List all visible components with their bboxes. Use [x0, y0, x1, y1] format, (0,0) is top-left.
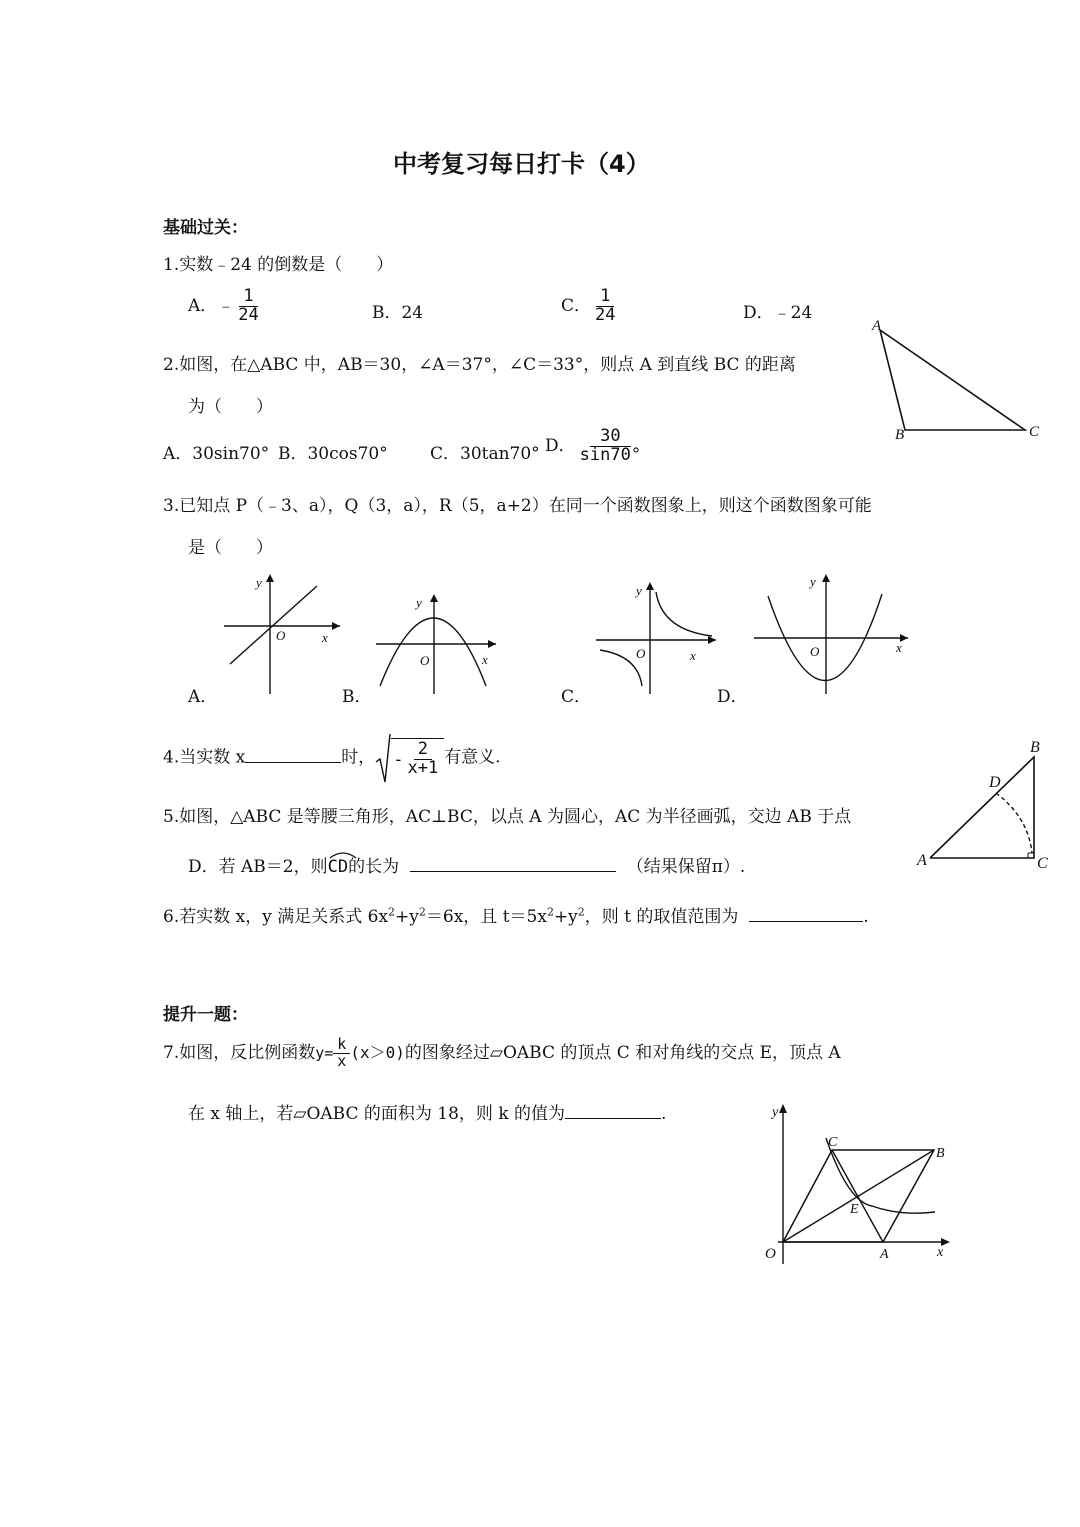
- fraction: [576, 428, 645, 465]
- q1-option-a: [188, 288, 263, 325]
- q3-label-b: B．: [342, 687, 372, 707]
- fraction: [234, 288, 262, 325]
- q1-option-b: B．24: [372, 303, 424, 323]
- q5-suffix: （结果保留π）.: [626, 857, 746, 877]
- radical-sign: [375, 732, 391, 784]
- origin-label: O: [810, 644, 820, 659]
- x-axis-label: x: [322, 630, 328, 645]
- q2-stem-cont: 为（ ）: [188, 397, 273, 417]
- answer-blank[interactable]: [410, 871, 616, 872]
- fraction: [403, 741, 442, 778]
- q5-triangle-figure: [912, 735, 1062, 875]
- y-axis-label: y: [636, 583, 642, 598]
- denominator: 24: [595, 304, 616, 325]
- x-axis-label: x: [482, 652, 488, 667]
- superscript: 2: [546, 905, 554, 919]
- y-axis-label: y: [810, 574, 816, 589]
- q2-stem: 2.如图，在△ABC 中，AB＝30，∠A＝37°，∠C＝33°，则点 A 到直线 BC 的距离: [163, 355, 796, 375]
- x-axis-label: x: [896, 640, 902, 655]
- section-advanced: 提升一题：: [163, 1005, 248, 1025]
- q3-stem: 3.已知点 P（﹣3、a），Q（3，a），R（5，a+2）在同一个函数图象上，则这个函数图象可能: [163, 496, 872, 516]
- q7-line2: [188, 1099, 666, 1124]
- function-lhs: y=: [315, 1043, 334, 1062]
- vertex-b-label: B: [1030, 739, 1040, 756]
- y-axis-label: y: [416, 595, 422, 610]
- option-label: D．: [545, 435, 576, 456]
- q6-end: .: [863, 907, 869, 927]
- x-axis-label: x: [690, 648, 696, 663]
- vertex-c-label: C: [828, 1135, 838, 1150]
- fraction: [591, 288, 619, 325]
- q3-graph-c: [594, 578, 719, 695]
- q1-option-d: D．﹣24: [743, 303, 813, 323]
- arc-mark: [328, 851, 358, 859]
- denominator: sin70°: [579, 444, 642, 465]
- vertex-a-label: A: [880, 1247, 889, 1262]
- q6-part: +y: [553, 907, 578, 927]
- vertex-c-label: C: [1037, 855, 1048, 872]
- numerator: 30: [590, 428, 630, 447]
- q5-line2: [188, 852, 745, 877]
- q3-graph-a: [222, 570, 342, 695]
- sqrt-expression: [375, 732, 444, 784]
- q4-mid: 时，: [341, 747, 376, 768]
- q5-prefix: D．若 AB＝2，则: [188, 857, 328, 877]
- arc-label: CD: [327, 857, 349, 877]
- page-title: 中考复习每日打卡（4）: [393, 150, 650, 178]
- fraction: [333, 1037, 350, 1070]
- superscript: 2: [388, 905, 396, 919]
- radicand: [391, 738, 444, 778]
- q3-graph-b: [374, 590, 499, 695]
- y-axis-label: y: [256, 575, 262, 590]
- q2-triangle-figure: [860, 315, 1050, 445]
- origin-label: O: [765, 1246, 776, 1262]
- denominator: 24: [238, 304, 259, 325]
- option-label: A．: [188, 295, 218, 316]
- vertex-b-label: B: [895, 427, 905, 443]
- point-e-label: E: [850, 1202, 859, 1217]
- q5-line1: 5.如图，△ABC 是等腰三角形，AC⊥BC，以点 A 为圆心，AC 为半径画弧，交边 AB 于点: [163, 807, 852, 827]
- q3-stem-cont: 是（ ）: [188, 538, 273, 558]
- q3-label-c: C．: [561, 687, 592, 707]
- q3-label-a: A．: [188, 687, 218, 707]
- vertex-c-label: C: [1029, 424, 1040, 440]
- q4-suffix: 有意义.: [444, 747, 501, 768]
- answer-blank[interactable]: [565, 1118, 661, 1119]
- minus-sign: ﹣: [217, 295, 235, 316]
- q6-part: 6.若实数 x，y 满足关系式 6x: [163, 907, 389, 927]
- denominator: x: [337, 1051, 347, 1070]
- arc-cd: [328, 857, 348, 877]
- q2-option-a: A．30sin70°: [163, 444, 270, 464]
- q6-text: [163, 902, 869, 927]
- numerator: 1: [239, 288, 257, 307]
- q1-option-c: [561, 288, 620, 325]
- option-label: C．: [561, 295, 592, 316]
- q7-end: .: [661, 1104, 667, 1124]
- q7-parallelogram-figure: [760, 1100, 955, 1268]
- y-axis-label: y: [772, 1105, 779, 1120]
- q2-option-d: [545, 428, 645, 465]
- superscript: 2: [418, 905, 426, 919]
- q6-part: ＝6x，且 t＝5x: [425, 907, 547, 927]
- q3-label-d: D．: [717, 687, 748, 707]
- vertex-a-label: A: [872, 318, 882, 334]
- q5-mid: 的长为: [348, 857, 400, 877]
- point-d-label: D: [989, 774, 1001, 791]
- x-axis-label: x: [937, 1245, 944, 1260]
- numerator: k: [333, 1037, 350, 1054]
- numerator: 1: [596, 288, 614, 307]
- q6-part: +y: [395, 907, 419, 927]
- q2-option-c: C．30tan70°: [430, 444, 540, 464]
- q7-line2-text: 在 x 轴上，若▱OABC 的面积为 18，则 k 的值为: [188, 1104, 566, 1124]
- q7-suffix: 的图象经过▱OABC 的顶点 C 和对角线的交点 E，顶点 A: [404, 1042, 841, 1063]
- q3-graph-d: [752, 570, 912, 695]
- q7-line1: [163, 1037, 841, 1070]
- origin-label: O: [420, 653, 430, 668]
- superscript: 2: [577, 905, 585, 919]
- vertex-b-label: B: [936, 1146, 945, 1161]
- origin-label: O: [636, 646, 646, 661]
- domain-condition: (x＞0): [350, 1042, 405, 1062]
- q2-option-b: B．30cos70°: [278, 444, 388, 464]
- origin-label: O: [276, 628, 286, 643]
- q1-stem: 1.实数﹣24 的倒数是（ ）: [163, 255, 394, 275]
- q7-prefix: 7.如图，反比例函数: [163, 1042, 316, 1063]
- q4-text: [163, 732, 501, 784]
- answer-blank[interactable]: [245, 762, 341, 763]
- section-basic: 基础过关：: [163, 218, 248, 238]
- numerator: 2: [414, 741, 432, 760]
- minus-sign: -: [393, 749, 404, 770]
- q6-part: ，则 t 的取值范围为: [584, 907, 739, 927]
- denominator: x+1: [407, 758, 439, 778]
- vertex-a-label: A: [917, 852, 927, 869]
- answer-blank[interactable]: [749, 921, 863, 922]
- q4-prefix: 4.当实数 x: [163, 747, 246, 768]
